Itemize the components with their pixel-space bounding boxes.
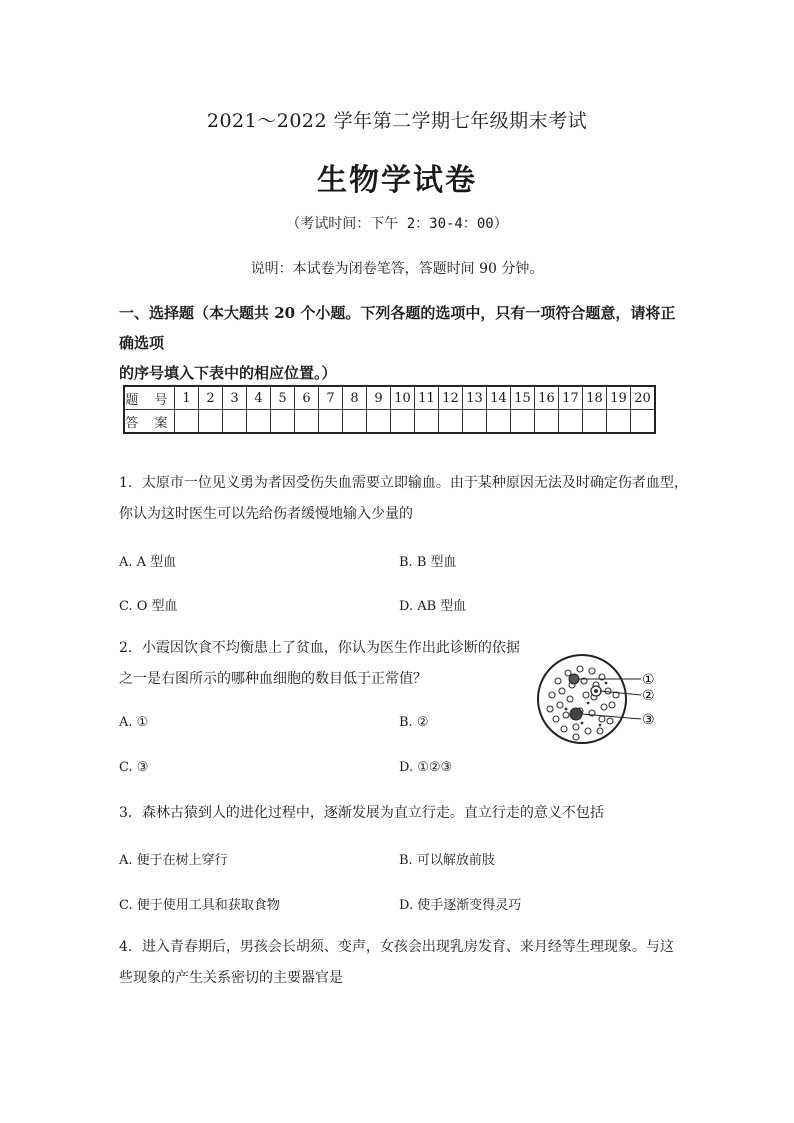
q3-option-b[interactable]: B. 可以解放前肢 [399, 853, 495, 868]
q2-option-d[interactable]: D. ①②③ [399, 760, 453, 775]
number-cell: 16 [535, 386, 559, 410]
section-heading [119, 298, 679, 388]
section-heading-line-2: 的序号填入下表中的相应位置。） [119, 364, 337, 382]
number-cell: 9 [367, 386, 391, 410]
q2-option-a[interactable]: A. ① [119, 715, 149, 730]
blood-smear-figure [536, 651, 668, 747]
question-2 [119, 633, 539, 695]
question-3 [119, 798, 689, 829]
question-1 [119, 468, 689, 530]
question-1-line-1: 1．太原市一位见义勇为者因受伤失血需要立即输血。由于某种原因无法及时确定伤者血型， [119, 475, 688, 491]
q2-option-c[interactable]: C. ③ [119, 760, 149, 775]
question-2-line-2: 之一是右图所示的哪种血细胞的数目低于正常值？ [119, 671, 427, 687]
subject-title: 生物学试卷 [317, 163, 477, 198]
q3-option-d[interactable]: D. 使手逐渐变得灵巧 [399, 898, 522, 913]
answer-cell[interactable] [607, 410, 631, 434]
number-cell: 17 [559, 386, 583, 410]
q1-option-a[interactable]: A. A 型血 [119, 555, 177, 570]
question-1-line-2: 你认为这时医生可以先给伤者缓慢地输入少量的 [119, 506, 413, 522]
number-cell: 8 [343, 386, 367, 410]
answer-cell[interactable] [295, 410, 319, 434]
q1-option-d[interactable]: D. AB 型血 [399, 599, 467, 614]
answer-cell[interactable] [367, 410, 391, 434]
number-cell: 19 [607, 386, 631, 410]
answer-table-answer-row [124, 410, 655, 434]
figure-label-2: ② [642, 688, 655, 704]
question-4-line-1: 4．进入青春期后，男孩会长胡须、变声，女孩会出现乳房发育、来月经等生理现象。与这 [119, 939, 674, 955]
answer-cell[interactable] [439, 410, 463, 434]
number-cell: 6 [295, 386, 319, 410]
number-cell: 5 [271, 386, 295, 410]
number-cell: 20 [631, 386, 656, 410]
q3-option-c[interactable]: C. 便于使用工具和获取食物 [119, 898, 280, 913]
answer-cell[interactable] [343, 410, 367, 434]
answer-cell[interactable] [463, 410, 487, 434]
figure-label-3: ③ [642, 712, 655, 728]
answer-cell[interactable] [583, 410, 607, 434]
number-cell: 4 [247, 386, 271, 410]
question-3-line-1: 3．森林古猿到人的进化过程中，逐渐发展为直立行走。直立行走的意义不包括 [119, 805, 604, 821]
answer-table [123, 385, 656, 434]
number-cell: 11 [415, 386, 439, 410]
answer-cell[interactable] [247, 410, 271, 434]
answer-table-number-row [124, 386, 655, 410]
number-cell: 15 [511, 386, 535, 410]
number-cell: 12 [439, 386, 463, 410]
answer-cell[interactable] [391, 410, 415, 434]
row-label-answer: 答 案 [124, 410, 175, 434]
exam-title: 2021～2022 学年第二学期七年级期末考试 [206, 110, 588, 132]
number-cell: 10 [391, 386, 415, 410]
number-cell: 1 [175, 386, 199, 410]
answer-cell[interactable] [199, 410, 223, 434]
number-cell: 13 [463, 386, 487, 410]
number-cell: 2 [199, 386, 223, 410]
answer-cell[interactable] [271, 410, 295, 434]
q1-option-c[interactable]: C. O 型血 [119, 599, 178, 614]
answer-cell[interactable] [487, 410, 511, 434]
exam-time: （考试时间：下午 2：30-4：00） [286, 216, 508, 232]
answer-cell[interactable] [631, 410, 656, 434]
row-label-number: 题 号 [124, 386, 175, 410]
answer-cell[interactable] [175, 410, 199, 434]
q1-option-b[interactable]: B. B 型血 [399, 555, 457, 570]
number-cell: 14 [487, 386, 511, 410]
q2-option-b[interactable]: B. ② [399, 715, 429, 730]
figure-label-1: ① [642, 672, 655, 688]
microscope-field [538, 655, 626, 743]
answer-cell[interactable] [511, 410, 535, 434]
answer-cell[interactable] [319, 410, 343, 434]
number-cell: 18 [583, 386, 607, 410]
answer-cell[interactable] [415, 410, 439, 434]
q3-option-a[interactable]: A. 便于在树上穿行 [119, 853, 228, 868]
answer-cell[interactable] [223, 410, 247, 434]
question-4-line-2: 些现象的产生关系密切的主要器官是 [119, 970, 343, 986]
question-2-line-1: 2．小霞因饮食不均衡患上了贫血，你认为医生作出此诊断的依据 [119, 640, 520, 656]
section-heading-line-1: 一、选择题（本大题共 20 个小题。下列各题的选项中，只有一项符合题意，请将正确选项 [119, 304, 676, 352]
answer-cell[interactable] [535, 410, 559, 434]
question-4 [119, 932, 689, 994]
number-cell: 7 [319, 386, 343, 410]
exam-note: 说明：本试卷为闭卷笔答，答题时间 90 分钟。 [250, 261, 544, 277]
number-cell: 3 [223, 386, 247, 410]
answer-cell[interactable] [559, 410, 583, 434]
